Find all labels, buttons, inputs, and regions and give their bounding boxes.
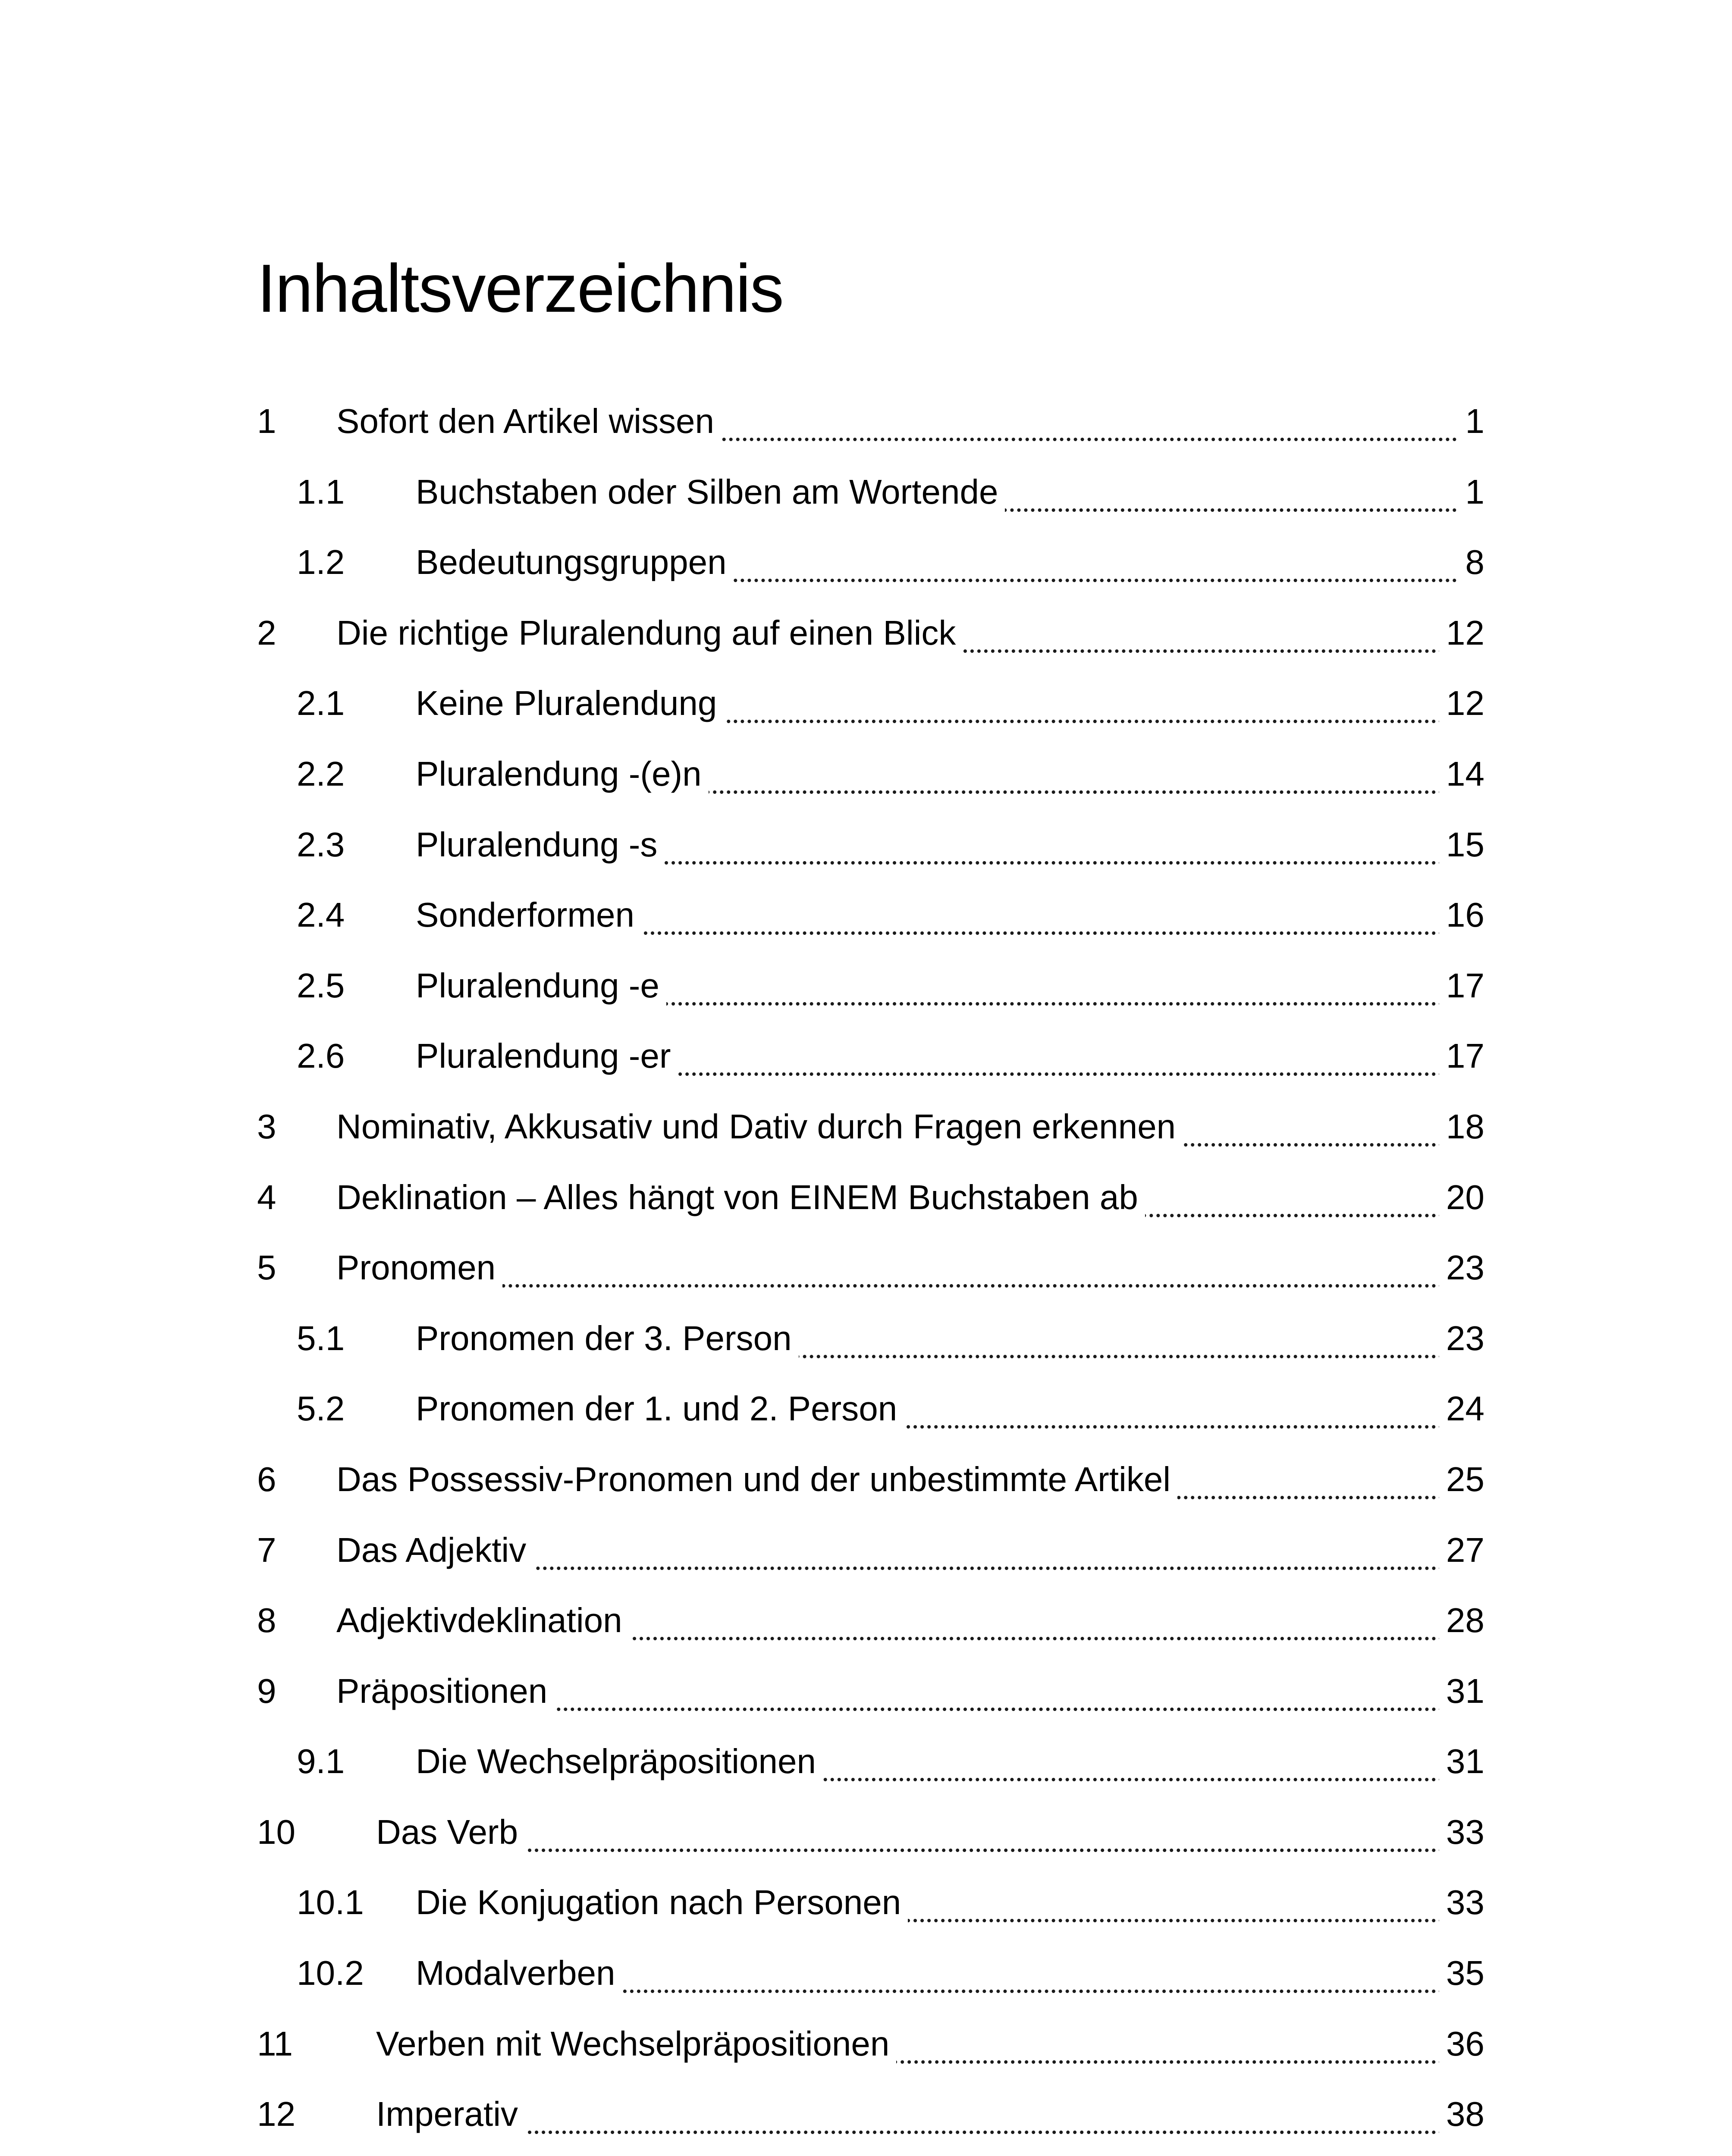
toc-entry-label: Buchstaben oder Silben am Wortende <box>416 457 1005 527</box>
toc-entry-page: 23 <box>1439 1303 1484 1374</box>
toc-entry-page: 8 <box>1459 527 1485 598</box>
toc-entry-5-1[interactable] <box>0 1303 1732 1374</box>
toc-entry-number: 2 <box>257 613 276 652</box>
toc-entry-1-2[interactable] <box>0 527 1732 598</box>
toc-entry-number: 10.2 <box>297 1954 364 1993</box>
toc-entry-2-1[interactable] <box>0 668 1732 739</box>
toc-entry-number: 9 <box>257 1671 276 1710</box>
toc-entry-number: 3 <box>257 1107 276 1146</box>
toc-entry-13[interactable] <box>0 2150 1732 2156</box>
toc-entry-page: 35 <box>1439 1938 1484 2009</box>
toc-entry-5[interactable] <box>0 1232 1732 1303</box>
toc-entry-8[interactable] <box>0 1585 1732 1656</box>
toc-entry-number: 10.1 <box>297 1883 364 1922</box>
toc-entry-label: Pronomen <box>336 1232 502 1303</box>
toc-entry-number <box>257 2150 295 2156</box>
toc-entry-number: 2.3 <box>297 825 345 864</box>
toc-entry-label: Pluralendung -s <box>416 809 664 880</box>
toc-entry-number: 8 <box>257 1601 276 1640</box>
toc-entry-label: Keine Pluralendung <box>416 668 724 739</box>
toc-dot-leader <box>376 2079 1484 2134</box>
toc-entry-6[interactable] <box>0 1444 1732 1515</box>
toc-entry-page <box>1439 2150 1484 2156</box>
toc-entry-number: 2.4 <box>297 896 345 934</box>
toc-entry-page: 17 <box>1439 1021 1484 1091</box>
toc-dot-leader <box>376 1797 1484 1852</box>
toc-entry-number: 2.2 <box>297 754 345 793</box>
toc-entry-4[interactable] <box>0 1162 1732 1233</box>
toc-entry-label <box>376 2150 644 2156</box>
toc-entry-2-3[interactable] <box>0 809 1732 880</box>
toc-entry-page: 1 <box>1459 386 1485 457</box>
toc-entry-page: 12 <box>1439 598 1484 668</box>
toc-entry-label: Das Verb <box>376 1797 525 1868</box>
toc-entry-2-5[interactable] <box>0 950 1732 1021</box>
toc-list <box>0 386 1732 2156</box>
toc-entry-9-1[interactable] <box>0 1726 1732 1797</box>
toc-entry-number: 1 <box>257 402 276 440</box>
toc-entry-label: Adjektivdeklination <box>336 1585 629 1656</box>
toc-entry-label: Bedeutungsgruppen <box>416 527 734 598</box>
toc-entry-label: Imperativ <box>376 2079 525 2150</box>
toc-entry-number: 10 <box>257 1812 295 1851</box>
toc-entry-label: Die richtige Pluralendung auf einen Blick <box>336 598 963 668</box>
toc-entry-2-6[interactable] <box>0 1021 1732 1091</box>
toc-entry-10-1[interactable] <box>0 1867 1732 1938</box>
toc-entry-label: Pluralendung -er <box>416 1021 678 1091</box>
toc-entry-number: 5 <box>257 1248 276 1287</box>
toc-entry-2-2[interactable] <box>0 739 1732 809</box>
toc-entry-page: 15 <box>1439 809 1484 880</box>
toc-entry-label: Präpositionen <box>336 1656 554 1727</box>
toc-entry-12[interactable] <box>0 2079 1732 2150</box>
toc-entry-page: 18 <box>1439 1091 1484 1162</box>
toc-entry-label: Die Wechselpräpositionen <box>416 1726 823 1797</box>
toc-entry-label: Pronomen der 1. und 2. Person <box>416 1373 904 1444</box>
toc-entry-page: 31 <box>1439 1726 1484 1797</box>
toc-entry-label: Pluralendung -e <box>416 950 666 1021</box>
toc-entry-number: 2.5 <box>297 966 345 1005</box>
toc-entry-page: 1 <box>1459 457 1485 527</box>
toc-entry-11[interactable] <box>0 2009 1732 2079</box>
toc-entry-label: Sonderformen <box>416 880 641 950</box>
toc-entry-page: 27 <box>1439 1515 1484 1586</box>
toc-entry-number: 2.1 <box>297 684 345 723</box>
toc-entry-page: 20 <box>1439 1162 1484 1233</box>
toc-entry-label: Deklination – Alles hängt von EINEM Buchstaben ab <box>336 1162 1145 1233</box>
toc-entry-number: 2.6 <box>297 1037 345 1075</box>
toc-entry-label: Das Adjektiv <box>336 1515 533 1586</box>
toc-entry-number: 12 <box>257 2095 295 2134</box>
toc-entry-5-2[interactable] <box>0 1373 1732 1444</box>
toc-entry-1-1[interactable] <box>0 457 1732 527</box>
toc-entry-number: 7 <box>257 1530 276 1569</box>
toc-title: Inhaltsverzeichnis <box>257 251 783 326</box>
toc-entry-page: 12 <box>1439 668 1484 739</box>
toc-entry-label: Verben mit Wechselpräpositionen <box>376 2009 896 2079</box>
toc-entry-number: 1.1 <box>297 472 345 511</box>
toc-entry-label: Nominativ, Akkusativ und Dativ durch Fragen erkennen <box>336 1091 1183 1162</box>
toc-entry-number: 5.2 <box>297 1389 345 1428</box>
toc-entry-label: Sofort den Artikel wissen <box>336 386 721 457</box>
toc-entry-7[interactable] <box>0 1515 1732 1586</box>
toc-entry-page: 38 <box>1439 2079 1484 2150</box>
toc-entry-page: 25 <box>1439 1444 1484 1515</box>
toc-entry-page: 36 <box>1439 2009 1484 2079</box>
toc-entry-3[interactable] <box>0 1091 1732 1162</box>
toc-entry-9[interactable] <box>0 1656 1732 1727</box>
toc-entry-number: 1.2 <box>297 543 345 582</box>
toc-entry-page: 14 <box>1439 739 1484 809</box>
toc-entry-label: Die Konjugation nach Personen <box>416 1867 908 1938</box>
toc-entry-page: 24 <box>1439 1373 1484 1444</box>
toc-entry-label: Das Possessiv-Pronomen und der unbestimmte Artikel <box>336 1444 1177 1515</box>
toc-entry-page: 16 <box>1439 880 1484 950</box>
toc-entry-page: 28 <box>1439 1585 1484 1656</box>
toc-entry-2-4[interactable] <box>0 880 1732 950</box>
toc-entry-number: 6 <box>257 1460 276 1498</box>
toc-entry-2[interactable] <box>0 598 1732 668</box>
toc-entry-number: 11 <box>257 2024 293 2063</box>
toc-entry-page: 33 <box>1439 1797 1484 1868</box>
toc-entry-10-2[interactable] <box>0 1938 1732 2009</box>
toc-entry-number: 4 <box>257 1178 276 1216</box>
toc-entry-label: Pronomen der 3. Person <box>416 1303 799 1374</box>
toc-entry-10[interactable] <box>0 1797 1732 1868</box>
toc-entry-label: Pluralendung -(e)n <box>416 739 709 809</box>
toc-entry-number: 9.1 <box>297 1742 345 1781</box>
toc-entry-label: Modalverben <box>416 1938 622 2009</box>
toc-entry-number: 5.1 <box>297 1319 345 1357</box>
toc-entry-page: 17 <box>1439 950 1484 1021</box>
toc-dot-leader <box>336 1232 1484 1288</box>
toc-entry-1[interactable] <box>0 386 1732 457</box>
toc-entry-page: 33 <box>1439 1867 1484 1938</box>
toc-entry-page: 31 <box>1439 1656 1484 1727</box>
toc-entry-page: 23 <box>1439 1232 1484 1303</box>
